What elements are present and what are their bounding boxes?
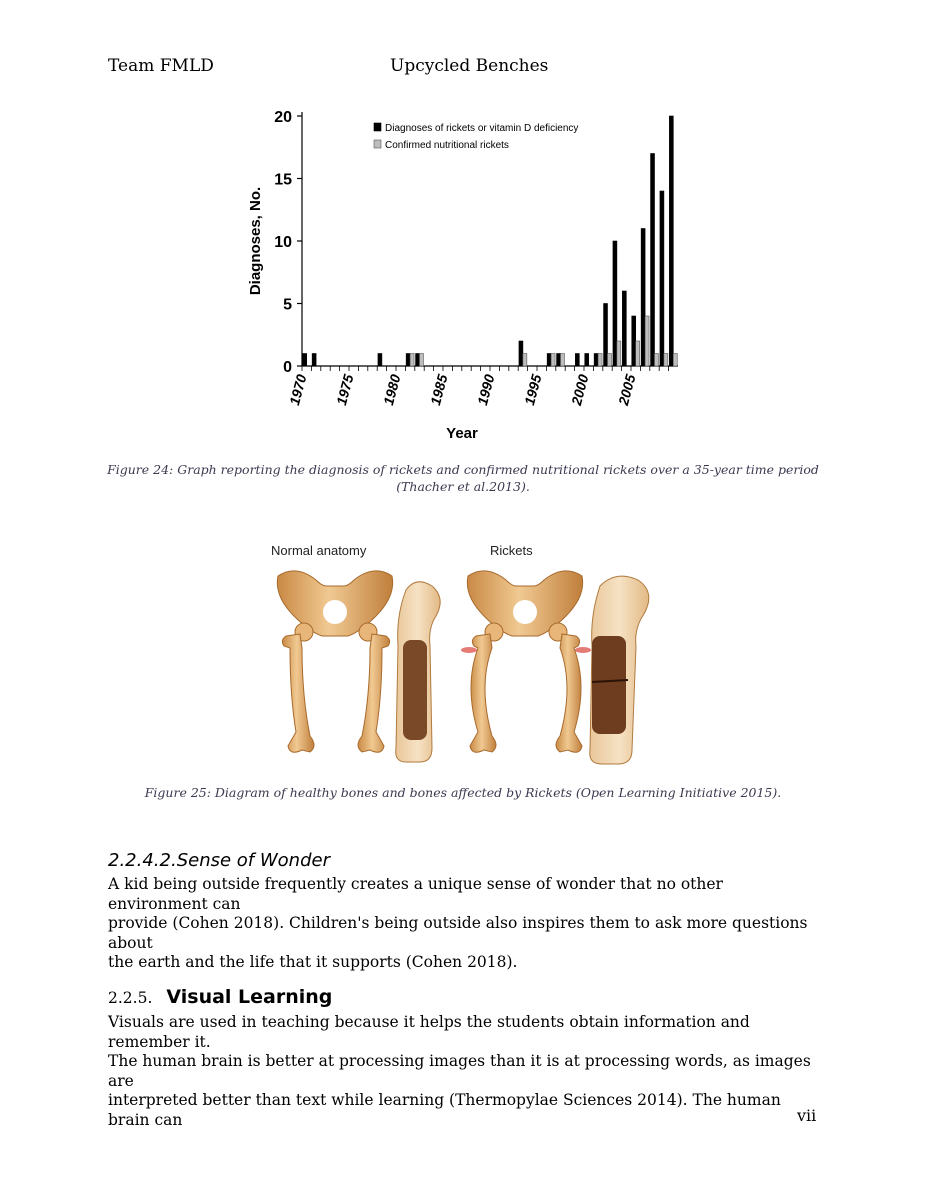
header-title: Upcycled Benches: [390, 56, 549, 76]
x-tick-label: 2000: [568, 372, 592, 407]
bar-diagnoses: [575, 354, 579, 367]
bar-diagnoses: [594, 354, 598, 367]
bar-diagnoses: [547, 354, 551, 367]
bar-diagnoses: [622, 291, 626, 366]
x-tick-label: 1970: [286, 372, 310, 407]
bar-diagnoses: [660, 191, 664, 366]
y-axis-label: Diagnoses, No.: [247, 186, 264, 296]
bar-confirmed: [645, 316, 649, 366]
bar-diagnoses: [641, 229, 645, 367]
bar-confirmed: [664, 354, 668, 367]
section-heading-sense-of-wonder: 2.2.4.2.Sense of Wonder: [108, 850, 330, 871]
y-tick-label: 10: [274, 234, 292, 251]
bar-diagnoses: [585, 354, 589, 367]
section-heading-visual-learning: [108, 986, 332, 1008]
paragraph-line: Visuals are used in teaching because it helps the students obtain information and remember it.: [108, 1013, 750, 1051]
bar-confirmed: [420, 354, 424, 367]
section-number: 2.2.5.: [108, 989, 153, 1007]
x-tick-label: 1985: [427, 372, 451, 407]
rickets-bar-chart: [236, 100, 696, 450]
y-tick-label: 0: [283, 359, 292, 376]
bar-confirmed: [551, 354, 555, 367]
rickets-pelvis-icon: [467, 571, 582, 641]
legend-swatch: [374, 140, 381, 148]
x-axis-label: Year: [446, 425, 478, 442]
bar-diagnoses: [604, 304, 608, 367]
paragraph-line: interpreted better than text while learning (Thermopylae Sciences 2014). The human brain can: [108, 1091, 781, 1129]
bar-diagnoses: [416, 354, 420, 367]
figure-24-caption-line2: (Thacher et al.2013).: [396, 479, 530, 494]
label-normal-anatomy: Normal anatomy: [271, 543, 367, 558]
bar-diagnoses: [378, 354, 382, 367]
bar-diagnoses: [632, 316, 636, 366]
legend-label: Diagnoses of rickets or vitamin D deficiency: [385, 123, 579, 134]
paragraph-sense-of-wonder: [108, 875, 820, 973]
y-tick-label: 5: [283, 296, 292, 314]
normal-femur-section-icon: [396, 582, 440, 762]
normal-femur-icon: [282, 634, 389, 752]
x-tick-label: 1980: [380, 372, 404, 407]
header-team: Team FMLD: [108, 56, 214, 76]
bar-diagnoses: [519, 341, 523, 366]
x-tick-label: 1975: [333, 372, 357, 407]
rickets-femur-icon: [461, 634, 591, 752]
paragraph-line: The human brain is better at processing images than it is at processing words, as images are: [108, 1052, 811, 1090]
y-tick-label: 20: [274, 109, 292, 126]
figure-24-caption-line1: Figure 24: Graph reporting the diagnosis of rickets and confirmed nutritional rickets over a 35-year time period: [107, 462, 819, 477]
bar-confirmed: [561, 354, 565, 367]
y-tick-label: 15: [274, 171, 292, 189]
paragraph-visual-learning: [108, 1013, 820, 1130]
figure-24-caption: [100, 461, 826, 495]
paragraph-line: A kid being outside frequently creates a unique sense of wonder that no other environment can: [108, 875, 723, 913]
bones-diagram: [256, 536, 676, 776]
legend-swatch: [374, 123, 381, 131]
page-number: vii: [797, 1106, 817, 1125]
bar-diagnoses: [613, 241, 617, 366]
normal-pelvis-icon: [277, 571, 392, 641]
bar-confirmed: [598, 354, 602, 367]
bar-diagnoses: [651, 154, 655, 367]
x-tick-label: 1990: [474, 372, 498, 407]
x-tick-label: 1995: [521, 372, 545, 407]
legend-label: Confirmed nutritional rickets: [385, 140, 509, 151]
bar-diagnoses: [303, 354, 307, 367]
bar-confirmed: [617, 341, 621, 366]
bar-diagnoses: [406, 354, 410, 367]
bar-confirmed: [673, 354, 677, 367]
label-rickets: Rickets: [490, 543, 533, 558]
bar-diagnoses: [669, 116, 673, 366]
bar-confirmed: [523, 354, 527, 367]
paragraph-line: the earth and the life that it supports (Cohen 2018).: [108, 953, 518, 971]
bar-confirmed: [410, 354, 414, 367]
rickets-femur-section-icon: [590, 576, 649, 764]
x-tick-label: 2005: [615, 372, 639, 407]
bar-confirmed: [655, 354, 659, 367]
paragraph-line: provide (Cohen 2018). Children's being outside also inspires them to ask more questions about: [108, 914, 808, 952]
bar-diagnoses: [312, 354, 316, 367]
bar-confirmed: [636, 341, 640, 366]
section-title: Visual Learning: [166, 986, 333, 1008]
bar-diagnoses: [557, 354, 561, 367]
figure-25-caption: Figure 25: Diagram of healthy bones and bones affected by Rickets (Open Learning Initiative 2015).: [144, 785, 782, 800]
bar-confirmed: [608, 354, 612, 367]
